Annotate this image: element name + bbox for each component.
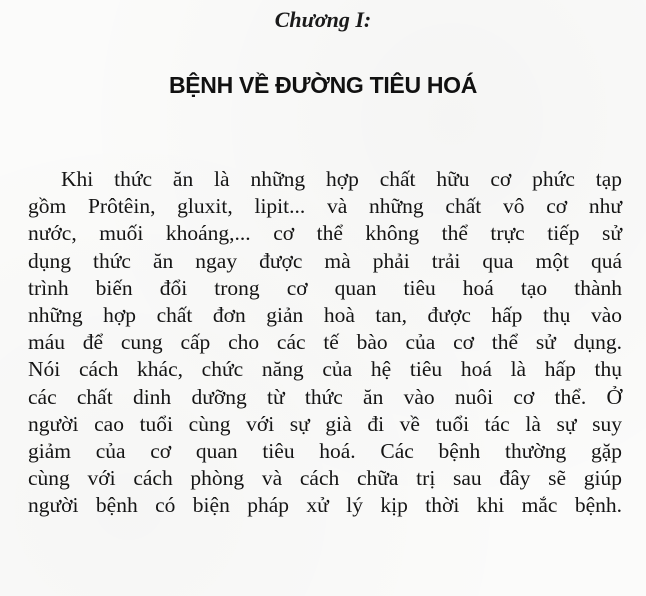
paragraph-line: người cao tuổi cùng với sự già đi về tuổi tác là sự suy: [28, 411, 622, 436]
paragraph-line: những hợp chất đơn giản hoà tan, được hấp thụ vào: [28, 302, 622, 327]
paragraph-line: nước, muối khoáng,... cơ thể không thể trực tiếp sử: [28, 221, 622, 246]
paragraph-line: Nói cách khác, chức năng của hệ tiêu hoá là hấp thụ: [28, 357, 622, 382]
paragraph-line: Khi thức ăn là những hợp chất hữu cơ phức tạp: [61, 167, 622, 191]
paragraph-line: giảm của cơ quan tiêu hoá. Các bệnh thường gặp: [28, 438, 622, 463]
paragraph-line: các chất dinh dưỡng từ thức ăn vào nuôi cơ thể. Ở: [28, 384, 622, 409]
chapter-title: BỆNH VỀ ĐƯỜNG TIÊU HOÁ: [168, 72, 478, 98]
paragraph-line: gồm Prôtêin, gluxit, lipit... và những chất vô cơ như: [28, 194, 622, 219]
paragraph-line: máu để cung cấp cho các tế bào của cơ thể sử dụng.: [28, 330, 622, 355]
paragraph-line: dụng thức ăn ngay được mà phải trải qua một quá: [28, 248, 622, 273]
chapter-label: Chương I:: [274, 7, 372, 32]
paragraph-line: trình biến đổi trong cơ quan tiêu hoá tạo thành: [28, 275, 622, 300]
body-paragraph: [28, 166, 622, 519]
paragraph-line: cùng với cách phòng và cách chữa trị sau đây sẽ giúp: [28, 466, 622, 491]
paragraph-line: người bệnh có biện pháp xử lý kịp thời khi mắc bệnh.: [28, 493, 622, 518]
